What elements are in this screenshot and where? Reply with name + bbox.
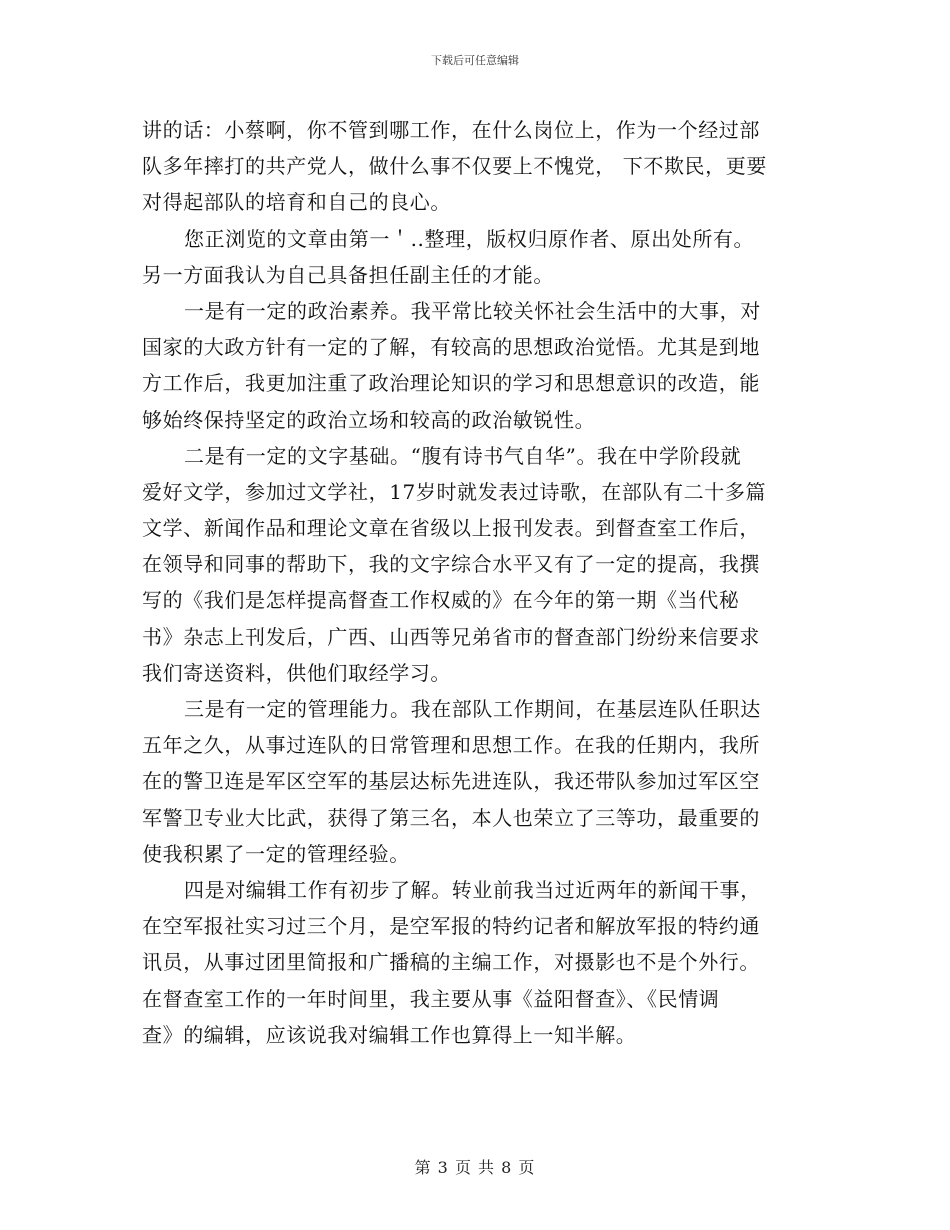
- body-text: [142, 112, 822, 1053]
- text-line: 另一方面我认为自己具备担任副主任的才能。: [142, 262, 554, 287]
- text-line: 查》的编辑，应该说我对编辑工作也算得上一知半解。: [142, 1022, 637, 1047]
- text-line: 您正浏览的文章由第一＇..整理，版权归原作者、原出处所有。: [184, 226, 755, 251]
- text-line: 一是有一定的政治素养。我平常比较关怀社会生活中的大事，对: [184, 298, 761, 323]
- text-line: 队多年摔打的共产党人，做什么事不仅要上不愧党， 下不欺民，更要: [142, 154, 767, 179]
- text-line: 够始终保持坚定的政治立场和较高的政治敏锐性。: [142, 407, 596, 432]
- text-line: 书》杂志上刊发后，广西、山西等兄弟省市的督查部门纷纷来信要求: [142, 624, 760, 649]
- text-line: 讲的话：小蔡啊，你不管到哪工作，在什么岗位上，作为一个经过部: [142, 118, 760, 142]
- text-line: 方工作后，我更加注重了政治理论知识的学习和思想意识的改造，能: [142, 371, 760, 396]
- text-line: 国家的大政方针有一定的了解，有较高的思想政治觉悟。尤其是到地: [142, 335, 760, 360]
- text-line: 在领导和同事的帮助下，我的文字综合水平又有了一定的提高，我撰: [142, 552, 760, 577]
- text-line: 使我积累了一定的管理经验。: [142, 841, 410, 866]
- text-line: 五年之久，从事过连队的日常管理和思想工作。在我的任期内，我所: [142, 733, 760, 758]
- text-line: 二是有一定的文字基础。“腹有诗书气自华”。我在中学阶段就: [184, 443, 742, 468]
- text-line: 在空军报社实习过三个月，是空军报的特约记者和解放军报的特约通: [142, 914, 760, 939]
- text-line: 爱好文学，参加过文学社，17岁时就发表过诗歌，在部队有二十多篇: [142, 479, 767, 504]
- text-line: 军警卫专业大比武，获得了第三名，本人也荣立了三等功，最重要的: [142, 805, 760, 830]
- text-line: 三是有一定的管理能力。我在部队工作期间，在基层连队任职达: [184, 697, 761, 721]
- text-line: 在的警卫连是军区空军的基层达标先进连队，我还带队参加过军区空: [142, 769, 760, 794]
- text-line: 四是对编辑工作有初步了解。转业前我当过近两年的新闻干事，: [184, 877, 761, 902]
- text-line: 讯员，从事过团里简报和广播稿的主编工作，对摄影也不是个外行。: [142, 950, 760, 975]
- text-line: 文学、新闻作品和理论文章在省级以上报刊发表。到督查室工作后，: [142, 516, 760, 541]
- text-line: 写的《我们是怎样提高督查工作权威的》在今年的第一期《当代秘: [142, 588, 740, 613]
- text-line: 在督查室工作的一年时间里，我主要从事《益阳督查》、《民情调: [142, 986, 720, 1011]
- text-line: 我们寄送资料，供他们取经学习。: [142, 660, 451, 685]
- page-header: 下载后可任意编辑: [431, 54, 519, 67]
- text-line: 对得起部队的培育和自己的良心。: [142, 190, 451, 215]
- page-footer: 第 3 页 共 8 页: [414, 1158, 536, 1177]
